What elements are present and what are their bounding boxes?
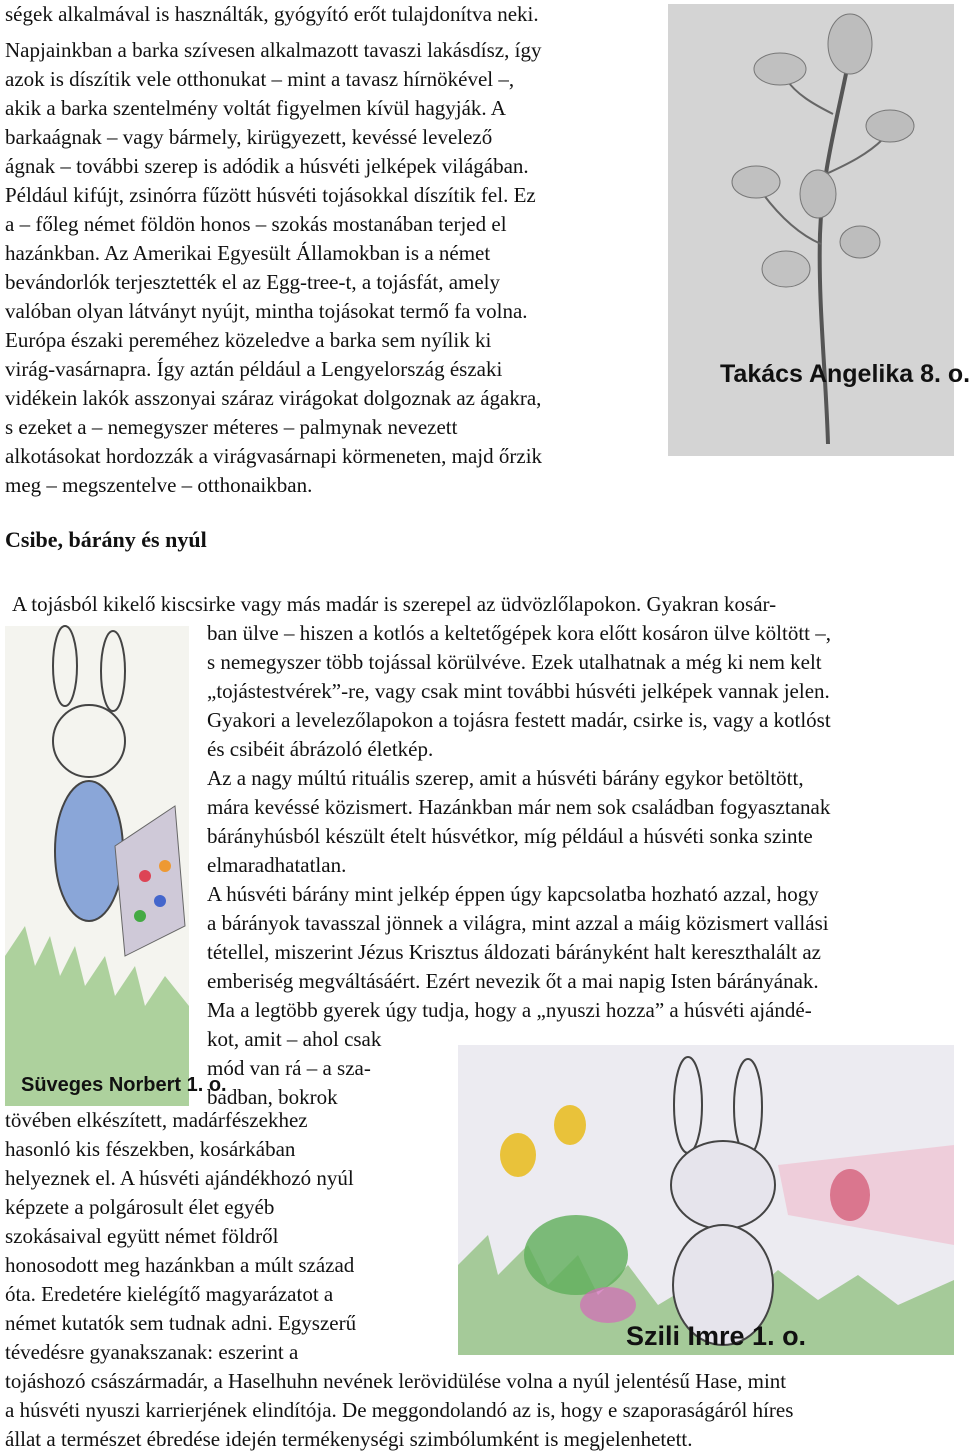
text-line: bárányhúsból készült ételt húsvétkor, míg például a húsvéti sonka szinte — [207, 824, 813, 848]
text-line: A húsvéti bárány mint jelkép éppen úgy kapcsolatba hozható azzal, hogy — [207, 882, 819, 906]
text-line: honosodott meg hazánkban a múlt század — [5, 1253, 355, 1277]
bunny-caption: Süveges Norbert 1. o. — [21, 1074, 227, 1096]
text-line: tétellel, miszerint Jézus Krisztus áldozati bárányként halt kereszthalált az — [207, 940, 822, 964]
text-line: s nemegyszer több tojással körülvéve. Ezek utalhatnak a még ki nem kelt — [207, 650, 822, 674]
text-line: tövében elkészített, madárfészekhez — [5, 1108, 308, 1132]
text-line: virág-vasárnapra. Így aztán például a Lengyelország északi — [5, 357, 503, 381]
text-line: képzete a polgárosult élet egyéb — [5, 1195, 275, 1219]
text-line: akik a barka szentelmény voltát figyelmen kívül hagyják. A — [5, 96, 506, 120]
text-line: barkaágnak – vagy bármely, kirügyezett, kevéssé levelező — [5, 125, 493, 149]
text-line: szokásaival együtt német földről — [5, 1224, 279, 1248]
text-line: badban, bokrok — [207, 1085, 338, 1109]
text-line: „tojástestvérek”-re, vagy csak mint további húsvéti jelképek vannak jelen. — [207, 679, 830, 703]
section-heading: Csibe, bárány és nyúl — [5, 527, 207, 552]
text-line: ágnak – további szerep is adódik a húsvéti jelképek világában. — [5, 154, 529, 178]
text-line: Ma a legtöbb gyerek úgy tudja, hogy a „nyuszi hozza” a húsvéti ajándé- — [207, 998, 812, 1022]
text-line: Európa északi pereméhez közeledve a barka sem nyílik ki — [5, 328, 492, 352]
text-line: mód van rá – a sza- — [207, 1056, 371, 1080]
text-line: emberiség megváltásáért. Ezért nevezik őt a mai napig Isten bárányának. — [207, 969, 819, 993]
text-line: Például kifújt, zsinórra fűzött húsvéti tojásokkal díszítik fel. Ez — [5, 183, 536, 207]
text-line: tévedésre gyanakszanak: eszerint a — [5, 1340, 299, 1364]
text-line: állat a természet ébredése idején termékenységi szimbólumként is megjelenhetett. — [5, 1427, 693, 1451]
text-line: német kutatók sem tudnak adni. Egyszerű — [5, 1311, 357, 1335]
text-line: a bárányok tavasszal jönnek a világra, mint azzal a máig közismert vallási — [207, 911, 829, 935]
text-line: Gyakori a levelezőlapokon a tojásra festett madár, csirke is, vagy a kotlóst — [207, 708, 831, 732]
text-line: Az a nagy múltú rituális szerep, amit a húsvéti bárány egykor betöltött, — [207, 766, 804, 790]
text-line: és csibéit ábrázoló életkép. — [207, 737, 434, 761]
catkin-drawing-figure — [668, 4, 970, 456]
catkin-caption: Takács Angelika 8. o. — [720, 360, 970, 388]
bunny-drawing-figure — [5, 626, 227, 1106]
text-line: ségek alkalmával is használták, gyógyító erőt tulajdonítva neki. — [5, 2, 539, 26]
text-line: meg – megszentelve – otthonaikban. — [5, 473, 313, 497]
text-line: mára kevéssé közismert. Hazánkban már nem sok családban fogyasztanak — [207, 795, 831, 819]
text-line: vidékein lakók asszonyai száraz virágokat dolgoznak az ágakra, — [5, 386, 542, 410]
rabbit-illustration — [458, 1045, 954, 1355]
text-line: helyeznek el. A húsvéti ajándékhozó nyúl — [5, 1166, 354, 1190]
bunny-illustration — [5, 626, 189, 1106]
intro-line: A tojásból kikelő kiscsirke vagy más madár is szerepel az üdvözlőlapokon. Gyakran kosár- — [12, 592, 777, 616]
text-line: a húsvéti nyuszi karrierjének elindítója. De meggondolandó az is, hogy e szaporaságáról híres — [5, 1398, 794, 1422]
text-line: kot, amit – ahol csak — [207, 1027, 382, 1051]
text-line: a – főleg német földön honos – szokás mostanában terjed el — [5, 212, 507, 236]
text-line: valóban olyan látványt nyújt, mintha tojásokat termő fa volna. — [5, 299, 528, 323]
text-line: hasonló kis fészekben, kosárkában — [5, 1137, 296, 1161]
text-line: tojáshozó császármadár, a Haselhuhn nevének lerövidülése volna a nyúl jelentésű Hase, mint — [5, 1369, 787, 1393]
text-line: Napjainkban a barka szívesen alkalmazott tavaszi lakásdísz, így — [5, 38, 542, 62]
text-line: bevándorlók terjesztették el az Egg-tree-t, a tojásfát, amely — [5, 270, 501, 294]
rabbit-drawing-figure — [458, 1045, 954, 1355]
text-line: elmaradhatatlan. — [207, 853, 347, 877]
text-line: s ezeket a – nemegyszer méteres – palmynak nevezett — [5, 415, 458, 439]
text-line: ban ülve – hiszen a kotlós a keltetőgépek kora előtt kosáron ülve költött –, — [207, 621, 832, 645]
text-line: alkotásokat hordozzák a virágvasárnapi körmeneten, majd őrzik — [5, 444, 543, 468]
text-line: azok is díszítik vele otthonukat – mint a tavasz hírnökével –, — [5, 67, 515, 91]
text-line: hazánkban. Az Amerikai Egyesült Államokban is a német — [5, 241, 491, 265]
text-line: óta. Eredetére kielégítő magyarázatot a — [5, 1282, 334, 1306]
rabbit-caption: Szili Imre 1. o. — [626, 1321, 807, 1351]
